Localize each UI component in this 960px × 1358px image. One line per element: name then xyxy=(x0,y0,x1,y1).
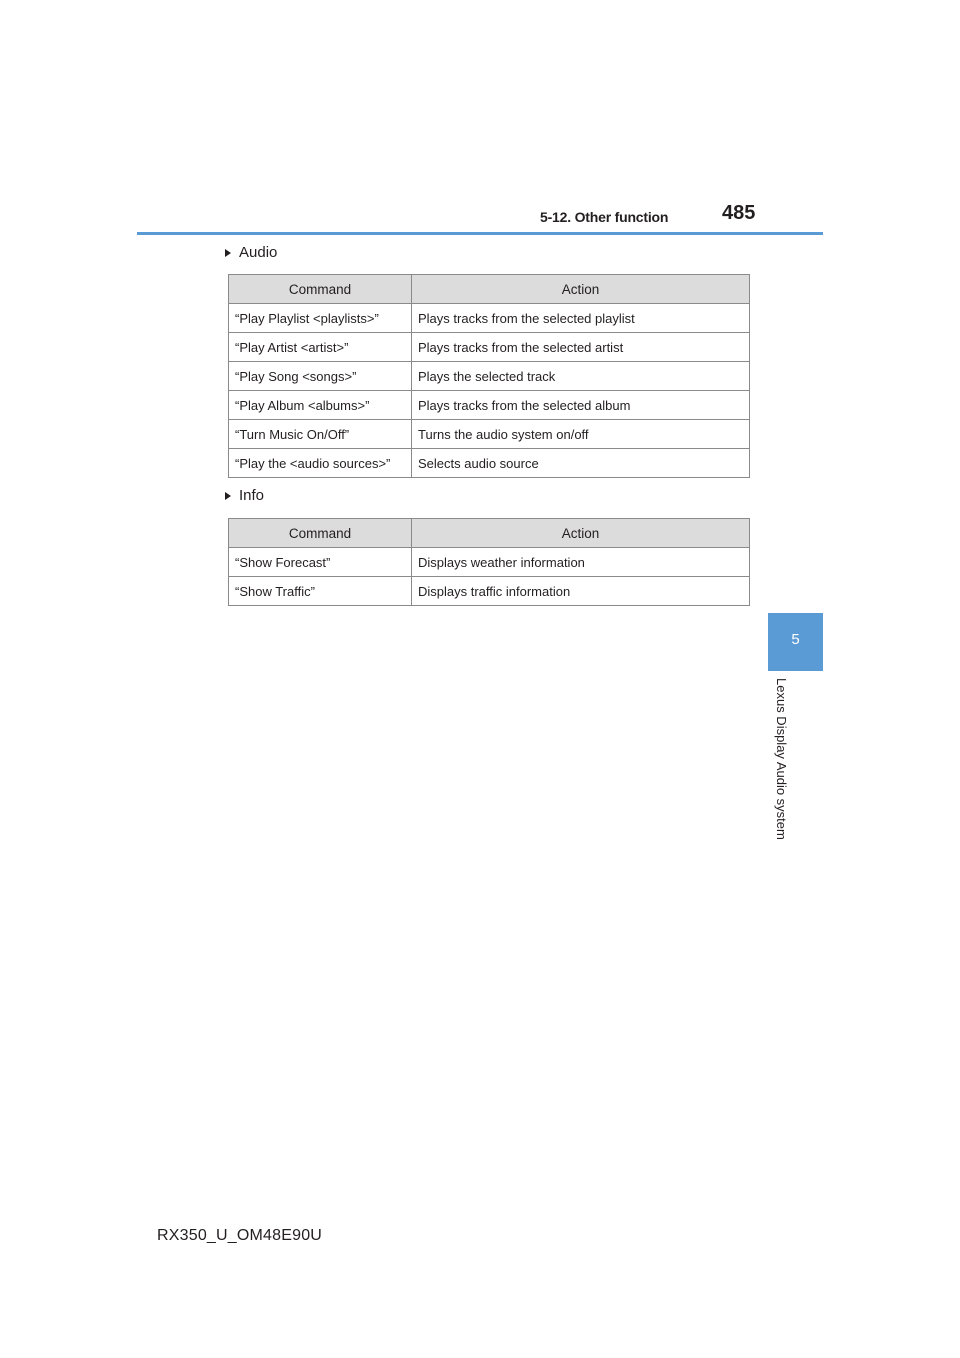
command-cell: “Play the <audio sources>” xyxy=(229,449,412,478)
table-row xyxy=(229,420,750,449)
command-cell: “Play Song <songs>” xyxy=(229,362,412,391)
action-cell: Displays traffic information xyxy=(412,577,750,606)
manual-code: RX350_U_OM48E90U xyxy=(157,1227,323,1244)
info-command-table xyxy=(228,518,750,606)
audio-heading xyxy=(225,244,277,261)
triangle-bullet-icon xyxy=(225,249,231,257)
chapter-label: Lexus Display Audio system xyxy=(774,678,789,840)
column-header-action: Action xyxy=(412,275,750,304)
table-row xyxy=(229,577,750,606)
action-cell: Plays tracks from the selected album xyxy=(412,391,750,420)
command-cell: “Turn Music On/Off” xyxy=(229,420,412,449)
info-heading xyxy=(225,487,264,504)
command-cell: “Show Forecast” xyxy=(229,548,412,577)
chapter-tab: 5 xyxy=(768,613,823,671)
command-cell: “Play Album <albums>” xyxy=(229,391,412,420)
action-cell: Displays weather information xyxy=(412,548,750,577)
column-header-command: Command xyxy=(229,275,412,304)
table-row xyxy=(229,548,750,577)
table-row xyxy=(229,333,750,362)
header-divider xyxy=(137,232,823,235)
action-cell: Selects audio source xyxy=(412,449,750,478)
table-row xyxy=(229,304,750,333)
table-row xyxy=(229,362,750,391)
page-number: 485 xyxy=(722,202,756,224)
info-heading-text: Info xyxy=(239,487,265,504)
section-title: 5-12. Other function xyxy=(540,209,669,225)
audio-heading-text: Audio xyxy=(239,244,278,261)
action-cell: Plays tracks from the selected artist xyxy=(412,333,750,362)
command-cell: “Play Playlist <playlists>” xyxy=(229,304,412,333)
action-cell: Turns the audio system on/off xyxy=(412,420,750,449)
command-cell: “Show Traffic” xyxy=(229,577,412,606)
column-header-command: Command xyxy=(229,519,412,548)
triangle-bullet-icon xyxy=(225,492,231,500)
action-cell: Plays tracks from the selected playlist xyxy=(412,304,750,333)
table-row xyxy=(229,449,750,478)
command-cell: “Play Artist <artist>” xyxy=(229,333,412,362)
table-header-row xyxy=(229,275,750,304)
action-cell: Plays the selected track xyxy=(412,362,750,391)
column-header-action: Action xyxy=(412,519,750,548)
table-header-row xyxy=(229,519,750,548)
audio-command-table xyxy=(228,274,750,478)
table-row xyxy=(229,391,750,420)
